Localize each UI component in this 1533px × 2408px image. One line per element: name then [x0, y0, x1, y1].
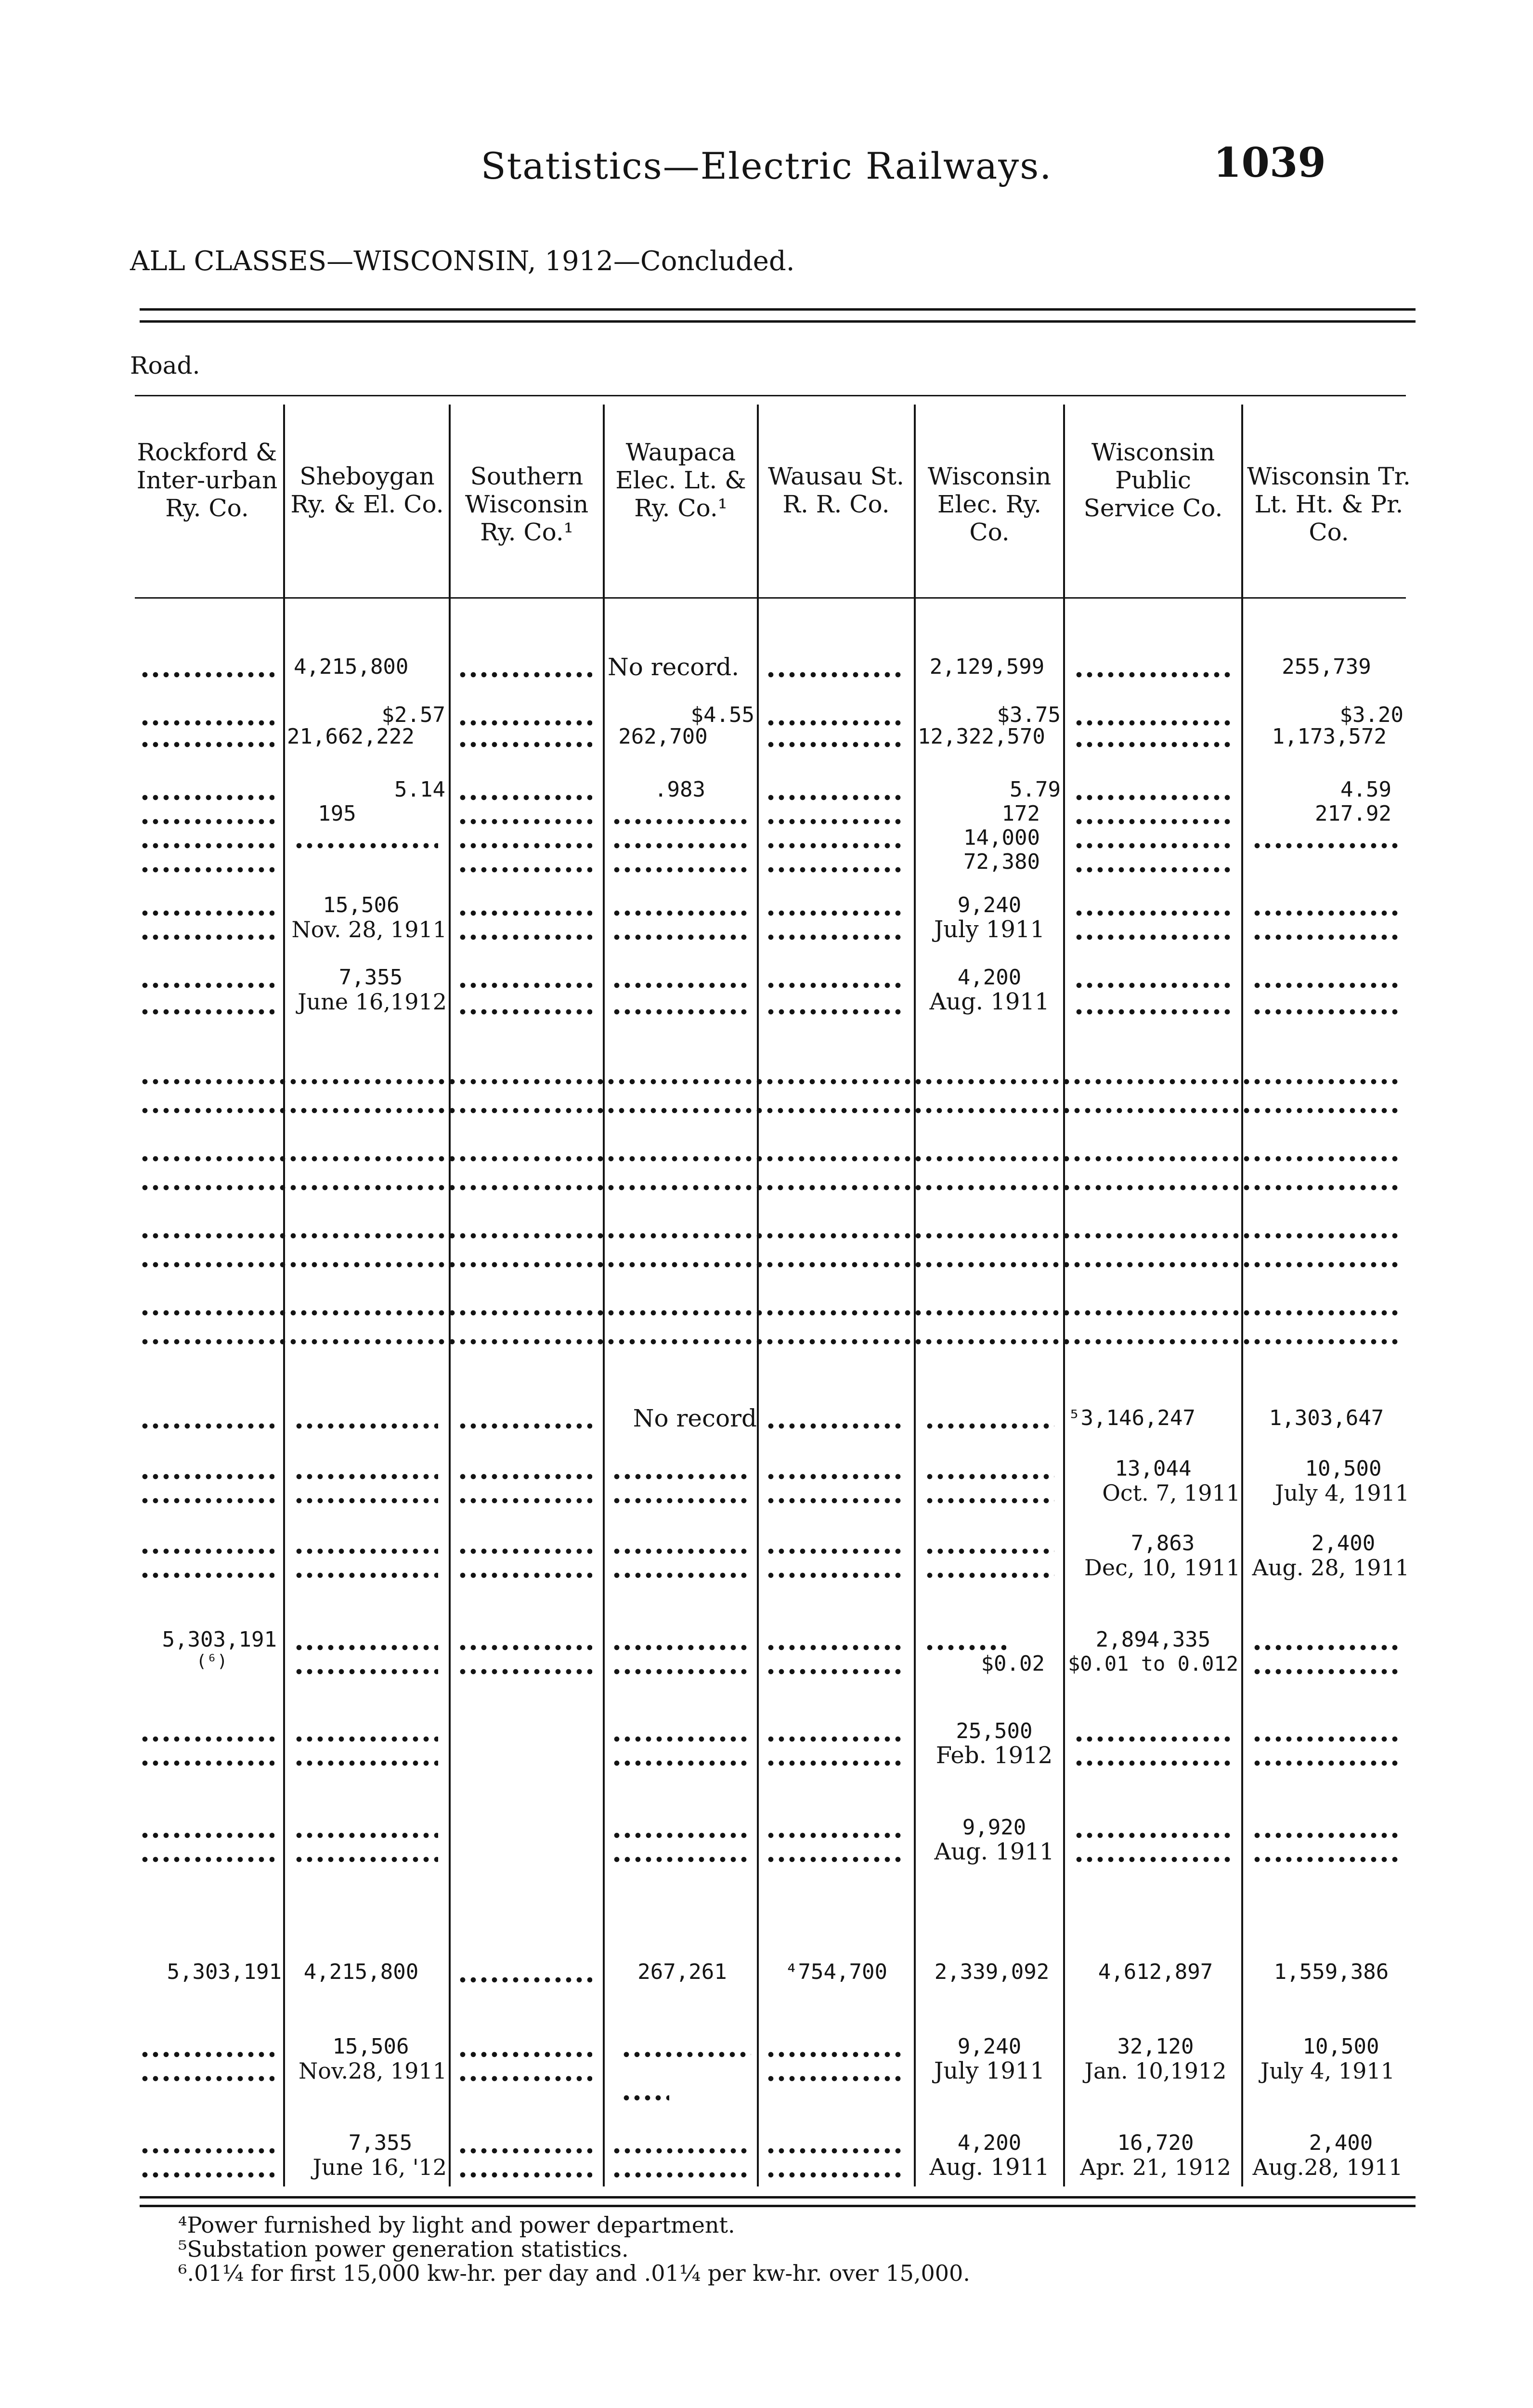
dot-leader: [1074, 1009, 1233, 1015]
dot-leader: [1074, 720, 1233, 726]
dot-leader: [611, 843, 751, 849]
road-label: Road.: [130, 352, 200, 380]
dot-leader: [140, 843, 274, 849]
cell-value: Aug. 1911: [929, 2154, 1050, 2181]
dot-leader: [294, 1832, 438, 1838]
page-title: Statistics—Electric Railways.: [481, 144, 1052, 187]
dot-leader: [611, 910, 751, 916]
dot-leader: [766, 1760, 905, 1766]
dot-leader: [1252, 843, 1401, 849]
cell-value: 5.79: [1010, 777, 1061, 802]
cell-value: 13,044: [1115, 1456, 1192, 1481]
dot-leader: [294, 1474, 438, 1479]
cell-value: 15,506: [332, 2034, 409, 2059]
cell-value: 7,355: [348, 2131, 413, 2155]
dot-leader: [294, 1423, 438, 1429]
dot-leader: [1074, 1832, 1233, 1838]
column-header-wausau: Wausau St. R. R. Co.: [768, 462, 904, 518]
dot-leader: [1074, 742, 1233, 747]
dot-leader: [766, 1423, 905, 1429]
cell-value: 16,720: [1117, 2131, 1194, 2155]
cell-value: $3.75: [997, 703, 1061, 727]
dot-leader: [766, 742, 905, 747]
bottom-rule-double: [140, 2205, 1416, 2207]
dot-leader: [1252, 1832, 1401, 1838]
dot-leader: [140, 742, 274, 747]
dot-leader: [294, 1857, 438, 1862]
cell-value: 10,500: [1302, 2034, 1379, 2059]
dot-leader: [924, 1498, 1054, 1504]
dot-leader: [457, 934, 592, 940]
cell-value: 2,339,092: [934, 1960, 1050, 1984]
cell-value: Apr. 21, 1912: [1080, 2154, 1231, 2180]
dot-leader: [140, 982, 274, 988]
dot-leader: [140, 1233, 1401, 1239]
dot-leader: [924, 1645, 1006, 1650]
dot-leader: [1252, 1009, 1401, 1015]
dot-leader: [1074, 982, 1233, 988]
dot-leader: [766, 819, 905, 824]
cell-value: Dec, 10, 1911: [1084, 1555, 1240, 1581]
dot-leader: [766, 867, 905, 873]
dot-leader: [457, 982, 592, 988]
cell-value: Aug. 28, 1911: [1252, 1555, 1409, 1581]
cell-value: 2,894,335: [1095, 1627, 1211, 1652]
cell-value: 4.59: [1340, 777, 1391, 802]
column-header-rockford: Rockford & Inter-urban Ry. Co.: [136, 438, 278, 522]
dot-leader: [1252, 910, 1401, 916]
dot-leader: [611, 982, 751, 988]
dot-leader: [294, 1572, 438, 1578]
cell-value: 172: [1001, 801, 1040, 826]
dot-leader: [766, 1832, 905, 1838]
dot-leader: [294, 1669, 438, 1675]
dot-leader: [1074, 910, 1233, 916]
cell-value: 32,120: [1117, 2034, 1194, 2059]
dot-leader: [611, 1832, 751, 1838]
dot-leader: [457, 1548, 592, 1554]
cell-value: 255,739: [1282, 654, 1371, 679]
dot-leader: [1074, 795, 1233, 800]
dot-leader: [766, 1009, 905, 1015]
cell-value: 10,500: [1305, 1456, 1382, 1481]
cell-value: Aug. 1911: [934, 1838, 1054, 1865]
dot-leader: [140, 2052, 274, 2057]
column-divider: [603, 405, 605, 2186]
cell-value: 5.14: [394, 777, 445, 802]
table-subtitle: ALL CLASSES—WISCONSIN, 1912—Concluded.: [130, 246, 795, 277]
dot-leader: [924, 1572, 1054, 1578]
cell-value: Jan. 10,1912: [1084, 2058, 1227, 2084]
cell-value: 1,173,572: [1272, 724, 1387, 749]
cell-value: 7,355: [338, 965, 403, 990]
cell-value: Feb. 1912: [935, 1742, 1053, 1769]
dot-leader: [457, 2076, 592, 2081]
dot-leader: [766, 2172, 905, 2178]
cell-value: 2,129,599: [929, 654, 1045, 679]
dot-leader: [766, 1548, 905, 1554]
dot-leader: [611, 1009, 751, 1015]
cell-value: 4,215,800: [294, 654, 409, 679]
dot-leader: [1074, 1760, 1233, 1766]
footnote: ⁶.01¼ for first 15,000 kw-hr. per day and .01¼ per kw-hr. over 15,000.: [178, 2260, 970, 2286]
dot-leader: [140, 1310, 1401, 1316]
dot-leader: [766, 843, 905, 849]
dot-leader: [457, 867, 592, 873]
cell-value: Oct. 7, 1911: [1102, 1480, 1240, 1506]
dot-leader: [611, 819, 751, 824]
dot-leader: [457, 1498, 592, 1504]
dot-leader: [766, 672, 905, 678]
dot-leader: [766, 1645, 905, 1650]
dot-leader: [140, 1079, 1401, 1085]
dot-leader: [611, 1736, 751, 1742]
dot-leader: [457, 910, 592, 916]
dot-leader: [457, 819, 592, 824]
dot-leader: [611, 2172, 751, 2178]
dot-leader: [140, 1339, 1401, 1345]
dot-leader: [457, 2148, 592, 2154]
column-header-wis-trac: Wisconsin Tr. Lt. Ht. & Pr. Co.: [1247, 462, 1411, 546]
dot-leader: [140, 1009, 274, 1015]
dot-leader: [140, 1832, 274, 1838]
cell-value: 9,240: [957, 893, 1022, 917]
cell-value: July 1911: [934, 916, 1045, 943]
dot-leader: [1074, 843, 1233, 849]
dot-leader: [457, 1572, 592, 1578]
cell-value: No record: [633, 1404, 757, 1432]
dot-leader: [140, 910, 274, 916]
footnotes: [178, 2213, 970, 2285]
cell-value: Nov.28, 1911: [299, 2058, 447, 2084]
column-divider: [1063, 405, 1065, 2186]
dot-leader: [1074, 867, 1233, 873]
cell-value: $4.55: [690, 703, 754, 727]
dot-leader: [766, 1498, 905, 1504]
dot-leader: [140, 2148, 274, 2154]
footnote: ⁴Power furnished by light and power department.: [178, 2212, 735, 2238]
cell-value: July 1911: [934, 2057, 1045, 2084]
dot-leader: [611, 934, 751, 940]
top-rule: [140, 308, 1416, 311]
dot-leader: [924, 1548, 1054, 1554]
cell-value: 4,200: [957, 2131, 1022, 2155]
dot-leader: [140, 1474, 274, 1479]
cell-value: 21,662,222: [287, 724, 415, 749]
cell-value: .983: [654, 777, 705, 802]
header-rule: [135, 395, 1406, 396]
dot-leader: [140, 1736, 274, 1742]
cell-value: 1,303,647: [1269, 1406, 1384, 1430]
cell-value: ⁴754,700: [785, 1960, 887, 1984]
dot-leader: [1074, 819, 1233, 824]
dot-leader: [140, 1572, 274, 1578]
dot-leader: [140, 1185, 1401, 1191]
cell-value: 72,380: [963, 850, 1040, 874]
cell-value: ⁵3,146,247: [1068, 1406, 1195, 1430]
top-rule-double: [140, 320, 1416, 323]
cell-value: No record.: [608, 653, 740, 681]
dot-leader: [1252, 1760, 1401, 1766]
dot-leader: [457, 1645, 592, 1650]
column-divider: [1241, 405, 1243, 2186]
column-header-wis-public: Wisconsin Public Service Co.: [1083, 438, 1223, 522]
dot-leader: [140, 1498, 274, 1504]
cell-value: 25,500: [956, 1719, 1033, 1743]
dot-leader: [140, 1156, 1401, 1162]
cell-value: 15,506: [323, 893, 400, 917]
dot-leader: [766, 934, 905, 940]
cell-value: (⁶): [196, 1651, 228, 1671]
cell-value: $0.02: [981, 1651, 1045, 1676]
dot-leader: [611, 867, 751, 873]
column-divider: [449, 405, 451, 2186]
dot-leader: [766, 1857, 905, 1862]
dot-leader: [457, 843, 592, 849]
cell-value: 4,215,800: [303, 1960, 419, 1984]
dot-leader: [294, 843, 438, 849]
dot-leader: [1074, 672, 1233, 678]
dot-leader: [294, 1760, 438, 1766]
cell-value: 4,200: [957, 965, 1022, 990]
dot-leader: [611, 1669, 751, 1675]
dot-leader: [1074, 934, 1233, 940]
cell-value: July 4, 1911: [1275, 1480, 1409, 1506]
dot-leader: [140, 672, 274, 678]
cell-value: 5,303,191: [162, 1627, 277, 1652]
dot-leader: [621, 2095, 669, 2101]
dot-leader: [611, 2148, 751, 2154]
cell-value: 12,322,570: [918, 724, 1045, 749]
cell-value: July 4, 1911: [1260, 2058, 1395, 2084]
dot-leader: [1252, 934, 1401, 940]
cell-value: $3.20: [1339, 703, 1403, 727]
dot-leader: [924, 1474, 1054, 1479]
dot-leader: [457, 795, 592, 800]
dot-leader: [621, 2052, 751, 2057]
dot-leader: [924, 1423, 1054, 1429]
dot-leader: [766, 1572, 905, 1578]
dot-leader: [140, 2076, 274, 2081]
dot-leader: [766, 1736, 905, 1742]
column-header-waupaca: Waupaca Elec. Lt. & Ry. Co.¹: [615, 438, 746, 522]
cell-value: Nov. 28, 1911: [291, 916, 447, 942]
cell-value: 1,559,386: [1273, 1960, 1389, 1984]
dot-leader: [766, 982, 905, 988]
dot-leader: [140, 1423, 274, 1429]
cell-value: 2,400: [1309, 2131, 1373, 2155]
dot-leader: [766, 910, 905, 916]
dot-leader: [611, 1857, 751, 1862]
dot-leader: [140, 1760, 274, 1766]
dot-leader: [140, 867, 274, 873]
dot-leader: [457, 1423, 592, 1429]
dot-leader: [140, 795, 274, 800]
dot-leader: [611, 1498, 751, 1504]
dot-leader: [611, 1760, 751, 1766]
cell-value: Aug.28, 1911: [1252, 2154, 1403, 2180]
cell-value: June 16,1912: [298, 989, 447, 1015]
dot-leader: [140, 1262, 1401, 1268]
cell-value: $2.57: [381, 703, 445, 727]
dot-leader: [140, 1108, 1401, 1113]
dot-leader: [766, 2052, 905, 2057]
cell-value: 262,700: [618, 724, 708, 749]
dot-leader: [1252, 1857, 1401, 1862]
cell-value: $0.01 to 0.012: [1068, 1652, 1239, 1675]
cell-value: 9,240: [957, 2034, 1022, 2059]
dot-leader: [457, 2172, 592, 2178]
dot-leader: [611, 1572, 751, 1578]
dot-leader: [140, 1857, 274, 1862]
column-divider: [283, 405, 285, 2186]
cell-value: 4,612,897: [1098, 1960, 1213, 1984]
cell-value: 195: [318, 801, 356, 826]
column-header-sheboygan: Sheboygan Ry. & El. Co.: [290, 462, 444, 518]
dot-leader: [140, 2172, 274, 2178]
cell-value: June 16, '12: [312, 2154, 447, 2180]
dot-leader: [457, 2052, 592, 2057]
dot-leader: [294, 1645, 438, 1650]
cell-value: 217.92: [1315, 801, 1391, 826]
dot-leader: [766, 2148, 905, 2154]
dot-leader: [1074, 1736, 1233, 1742]
cell-value: 5,303,191: [167, 1960, 282, 1984]
dot-leader: [140, 1548, 274, 1554]
cell-value: 14,000: [963, 825, 1040, 850]
dot-leader: [140, 720, 274, 726]
dot-leader: [766, 720, 905, 726]
dot-leader: [611, 1645, 751, 1650]
dot-leader: [457, 1977, 592, 1983]
cell-value: 2,400: [1311, 1531, 1376, 1556]
cell-value: Aug. 1911: [929, 988, 1050, 1015]
dot-leader: [140, 934, 274, 940]
dot-leader: [457, 1474, 592, 1479]
column-header-rule: [135, 597, 1406, 599]
cell-value: 9,920: [962, 1815, 1026, 1840]
dot-leader: [1074, 1857, 1233, 1862]
dot-leader: [766, 795, 905, 800]
dot-leader: [294, 1548, 438, 1554]
dot-leader: [457, 720, 592, 726]
dot-leader: [294, 1736, 438, 1742]
dot-leader: [766, 1474, 905, 1479]
dot-leader: [457, 742, 592, 747]
column-header-southern: Southern Wisconsin Ry. Co.¹: [465, 462, 589, 546]
dot-leader: [611, 1474, 751, 1479]
page-number: 1039: [1213, 139, 1326, 186]
bottom-rule: [140, 2196, 1416, 2199]
dot-leader: [1252, 1669, 1401, 1675]
dot-leader: [1252, 982, 1401, 988]
cell-value: 267,261: [637, 1960, 727, 1984]
dot-leader: [140, 819, 274, 824]
dot-leader: [766, 2076, 905, 2081]
dot-leader: [294, 1498, 438, 1504]
dot-leader: [457, 672, 592, 678]
dot-leader: [1252, 1645, 1401, 1650]
dot-leader: [457, 1669, 592, 1675]
dot-leader: [611, 1548, 751, 1554]
cell-value: 7,863: [1130, 1531, 1195, 1556]
dot-leader: [766, 1669, 905, 1675]
column-header-wis-elec: Wisconsin Elec. Ry. Co.: [927, 462, 1052, 546]
dot-leader: [1252, 1736, 1401, 1742]
dot-leader: [457, 1009, 592, 1015]
column-divider: [757, 405, 759, 2186]
footnote: ⁵Substation power generation statistics.: [178, 2236, 629, 2262]
